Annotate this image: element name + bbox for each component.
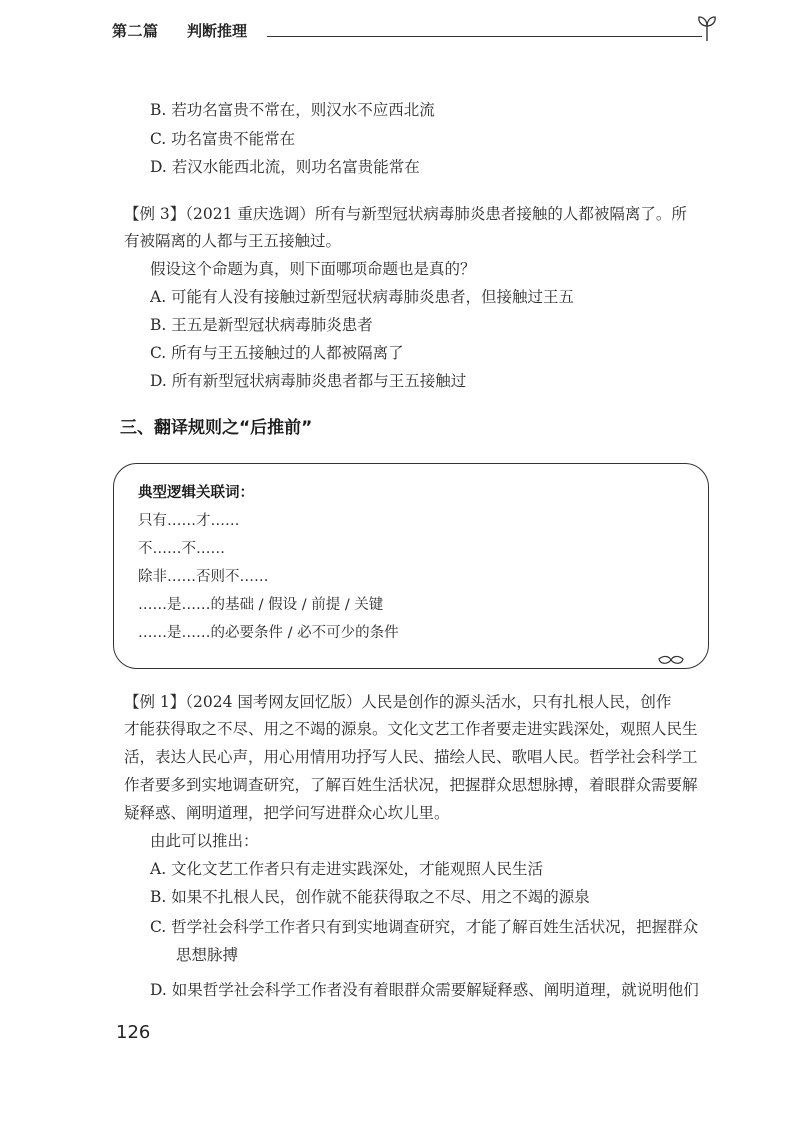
example1-option-d: D. 如果哲学社会科学工作者没有着眼群众需要解疑释惑、阐明道理，就说明他们 bbox=[150, 981, 699, 999]
example1-option-b: B. 如果不扎根人民，创作就不能获得取之不尽、用之不竭的源泉 bbox=[150, 888, 590, 906]
example1-line: 才能获得取之不尽、用之不竭的源泉。文化文艺工作者要走进实践深处，观照人民生 bbox=[124, 720, 698, 738]
box-item: ……是……的必要条件 / 必不可少的条件 bbox=[138, 625, 399, 641]
section-heading: 三、翻译规则之“后推前” bbox=[120, 418, 313, 438]
box-item: 不……不…… bbox=[138, 541, 225, 557]
example3-option-b: B. 王五是新型冠状病毒肺炎患者 bbox=[150, 316, 373, 334]
example3-option-d: D. 所有新型冠状病毒肺炎患者都与王五接触过 bbox=[150, 372, 467, 390]
example3-option-a: A. 可能有人没有接触过新型冠状病毒肺炎患者，但接触过王五 bbox=[150, 288, 575, 306]
example1-option-c: C. 哲学社会科学工作者只有到实地调查研究，才能了解百姓生活状况，把握群众 bbox=[150, 918, 699, 936]
box-item: 只有……才…… bbox=[138, 513, 240, 529]
option-b: B. 若功名富贵不常在，则汉水不应西北流 bbox=[150, 101, 435, 119]
example3-option-c: C. 所有与王五接触过的人都被隔离了 bbox=[150, 344, 404, 362]
example1-option-a: A. 文化文艺工作者只有走进实践深处，才能观照人民生活 bbox=[150, 860, 544, 878]
header-rule bbox=[267, 36, 702, 37]
example1-line: 【例 1】（2024 国考网友回忆版）人民是创作的源头活水，只有扎根人民，创作 bbox=[124, 693, 672, 711]
leaf-icon bbox=[657, 652, 685, 666]
running-header bbox=[112, 20, 712, 46]
sprout-icon bbox=[696, 14, 718, 42]
option-d: D. 若汉水能西北流，则功名富贵能常在 bbox=[150, 158, 420, 176]
example1-line: 作者要多到实地调查研究，了解百姓生活状况，把握群众思想脉搏，着眼群众需要解 bbox=[124, 776, 698, 794]
header-section: 判断推理 bbox=[187, 22, 248, 40]
example3-question: 假设这个命题为真，则下面哪项命题也是真的？ bbox=[150, 260, 476, 278]
header-part: 第二篇 bbox=[112, 22, 159, 40]
box-title: 典型逻辑关联词： bbox=[138, 485, 254, 501]
page-number: 126 bbox=[116, 1022, 151, 1043]
example1-line: 疑释惑、阐明道理，把学问写进群众心坎儿里。 bbox=[124, 804, 450, 822]
example1-option-c-cont: 思想脉搏 bbox=[176, 946, 239, 964]
example3-line1: 【例 3】（2021 重庆选调）所有与新型冠状病毒肺炎患者接触的人都被隔离了。所 bbox=[124, 205, 687, 223]
example3-line2: 有被隔离的人都与王五接触过。 bbox=[124, 232, 342, 250]
option-c: C. 功名富贵不能常在 bbox=[150, 130, 296, 148]
box-item: ……是……的基础 / 假设 / 前提 / 关键 bbox=[138, 597, 384, 613]
box-item: 除非……否则不…… bbox=[138, 569, 269, 585]
example1-question: 由此可以推出： bbox=[150, 832, 259, 850]
example1-line: 活，表达人民心声，用心用情用功抒写人民、描绘人民、歌唱人民。哲学社会科学工 bbox=[124, 748, 698, 766]
